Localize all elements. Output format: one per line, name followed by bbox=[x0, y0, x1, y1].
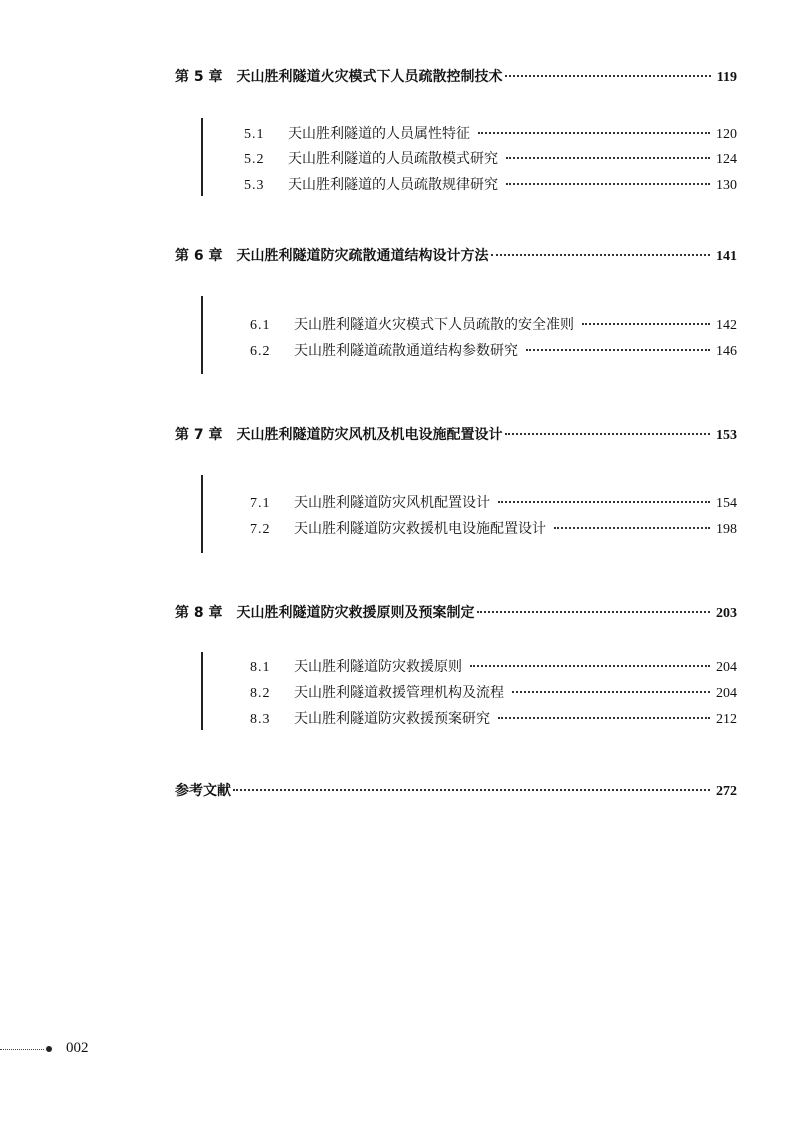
chapter-number: 第 6 章 bbox=[175, 248, 223, 264]
section-page: 142 bbox=[716, 318, 737, 333]
section-title: 天山胜利隧道救援管理机构及流程 bbox=[294, 685, 504, 701]
toc-chapter-5[interactable] bbox=[175, 66, 737, 86]
section-title: 天山胜利隧道的人员疏散规律研究 bbox=[288, 177, 498, 193]
bullet-icon bbox=[46, 1046, 52, 1052]
references-page: 272 bbox=[716, 784, 737, 799]
footer-dot-rule bbox=[0, 1048, 44, 1050]
dot-leader bbox=[491, 253, 711, 256]
section-page: 146 bbox=[716, 344, 737, 359]
dot-leader bbox=[526, 348, 710, 351]
section-page: 154 bbox=[716, 496, 737, 511]
chapter-number: 第 8 章 bbox=[175, 605, 223, 621]
page-footer bbox=[0, 1040, 89, 1057]
section-page: 124 bbox=[716, 152, 737, 167]
section-title: 天山胜利隧道的人员属性特征 bbox=[288, 126, 470, 142]
section-title: 天山胜利隧道防灾风机配置设计 bbox=[294, 495, 490, 511]
dot-leader bbox=[554, 526, 710, 529]
chapter-title: 天山胜利隧道火灾模式下人员疏散控制技术 bbox=[236, 69, 503, 85]
dot-leader bbox=[498, 500, 710, 503]
toc-section-8-2[interactable] bbox=[250, 682, 737, 702]
dot-leader bbox=[505, 74, 711, 77]
dot-leader bbox=[512, 690, 710, 693]
toc-section-7-2[interactable] bbox=[250, 518, 737, 538]
dot-leader bbox=[477, 610, 711, 613]
section-group-bar bbox=[201, 296, 203, 374]
toc-chapter-6[interactable] bbox=[175, 245, 737, 265]
dot-leader bbox=[470, 664, 710, 667]
section-number: 7.1 bbox=[250, 496, 271, 511]
toc-chapter-7[interactable] bbox=[175, 424, 737, 444]
section-number: 8.2 bbox=[250, 686, 271, 701]
toc-section-5-1[interactable] bbox=[244, 123, 737, 143]
section-page: 212 bbox=[716, 712, 737, 727]
chapter-number: 第 7 章 bbox=[175, 427, 223, 443]
toc-section-6-2[interactable] bbox=[250, 340, 737, 360]
toc-section-5-2[interactable] bbox=[244, 148, 737, 168]
section-page: 120 bbox=[716, 127, 737, 142]
dot-leader bbox=[498, 716, 710, 719]
chapter-page: 203 bbox=[716, 606, 737, 621]
section-number: 8.3 bbox=[250, 712, 271, 727]
toc-section-5-3[interactable] bbox=[244, 174, 737, 194]
section-number: 5.1 bbox=[244, 127, 265, 142]
chapter-title: 天山胜利隧道防灾救援原则及预案制定 bbox=[236, 605, 475, 621]
section-number: 7.2 bbox=[250, 522, 271, 537]
section-group-bar bbox=[201, 475, 203, 553]
section-page: 204 bbox=[716, 660, 737, 675]
section-title: 天山胜利隧道防灾救援原则 bbox=[294, 659, 462, 675]
dot-leader bbox=[582, 322, 710, 325]
section-title: 天山胜利隧道火灾模式下人员疏散的安全准则 bbox=[294, 317, 574, 333]
references-title: 参考文献 bbox=[175, 783, 231, 799]
chapter-page: 141 bbox=[716, 249, 737, 264]
chapter-title: 天山胜利隧道防灾疏散通道结构设计方法 bbox=[236, 248, 489, 264]
toc-section-6-1[interactable] bbox=[250, 314, 737, 334]
chapter-page: 153 bbox=[716, 428, 737, 443]
dot-leader bbox=[505, 432, 711, 435]
section-number: 6.1 bbox=[250, 318, 271, 333]
toc-section-7-1[interactable] bbox=[250, 492, 737, 512]
dot-leader bbox=[506, 156, 710, 159]
toc-section-8-1[interactable] bbox=[250, 656, 737, 676]
section-page: 198 bbox=[716, 522, 737, 537]
section-page: 130 bbox=[716, 178, 737, 193]
section-number: 8.1 bbox=[250, 660, 271, 675]
section-title: 天山胜利隧道的人员疏散模式研究 bbox=[288, 151, 498, 167]
dot-leader bbox=[506, 182, 710, 185]
toc-section-8-3[interactable] bbox=[250, 708, 737, 728]
chapter-title: 天山胜利隧道防灾风机及机电设施配置设计 bbox=[236, 427, 503, 443]
section-number: 5.3 bbox=[244, 178, 265, 193]
section-title: 天山胜利隧道防灾救援机电设施配置设计 bbox=[294, 521, 546, 537]
dot-leader bbox=[478, 131, 710, 134]
page-number: 002 bbox=[66, 1040, 89, 1056]
section-group-bar bbox=[201, 652, 203, 730]
section-title: 天山胜利隧道疏散通道结构参数研究 bbox=[294, 343, 518, 359]
section-title: 天山胜利隧道防灾救援预案研究 bbox=[294, 711, 490, 727]
section-number: 6.2 bbox=[250, 344, 271, 359]
section-number: 5.2 bbox=[244, 152, 265, 167]
section-group-bar bbox=[201, 118, 203, 196]
toc-chapter-8[interactable] bbox=[175, 602, 737, 622]
chapter-number: 第 5 章 bbox=[175, 69, 223, 85]
dot-leader bbox=[233, 788, 710, 791]
toc-references[interactable] bbox=[175, 780, 737, 800]
section-page: 204 bbox=[716, 686, 737, 701]
chapter-page: 119 bbox=[716, 70, 737, 85]
